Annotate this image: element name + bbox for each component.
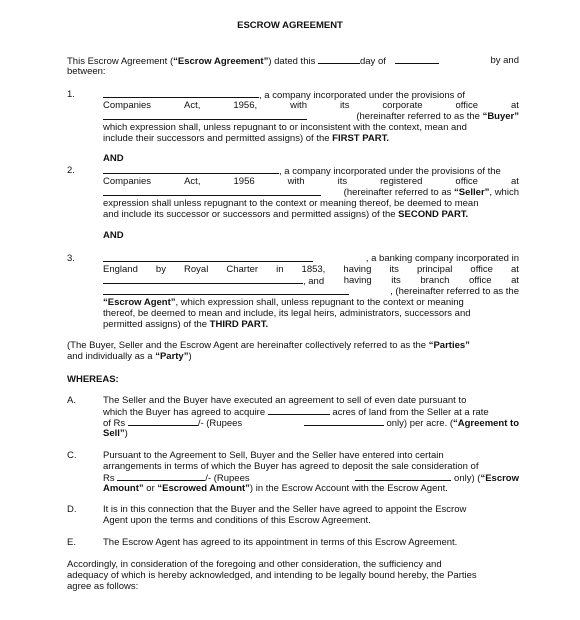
buyer-name-blank[interactable]	[103, 89, 259, 98]
accordingly-paragraph: Accordingly, in consideration of the foregoing and other consideration, the sufficiency and adequacy of which is hereby acknowledged, and intending to be legally bound hereby, the Parties agree as follows:	[67, 559, 477, 592]
intro-paragraph: This Escrow Agreement (“Escrow Agreement”) dated this day of by and between:	[67, 55, 519, 77]
recital-a: The Seller and the Buyer have executed an agreement to sell of even date pursuant to which the Buyer has agreed to acquire acres of land from the Seller at a rate of Rs /- (Rupees only) per acre. (“Agreement to Sell”)	[103, 395, 519, 439]
recital-letter: E.	[67, 537, 76, 548]
rate-amount-blank[interactable]	[128, 417, 198, 426]
recital-c: Pursuant to the Agreement to Sell, Buyer and the Seller have entered into certain arrangements in terms of which the Buyer has agreed to deposit the sale consideration of Rs /- (Rupees only) (“Escrow Amount” or “Escrowed Amount”) in the Escrow Account with the Escrow Agent.	[103, 450, 519, 494]
date-blank[interactable]	[318, 55, 360, 64]
clause-number: 2.	[67, 165, 75, 176]
party-seller-clause: , a company incorporated under the provisions of the Companies Act, 1956 with its registered office at (hereinafter referred to as “Seller”, which expression shall unless repugnant to the context or meaning thereof, be deemed to mean and include its successor or successors and permitted assigns) of the SECOND PART.	[103, 166, 519, 220]
seller-name-blank[interactable]	[103, 165, 279, 174]
buyer-address-blank[interactable]	[103, 111, 307, 120]
whereas-heading: WHEREAS:	[67, 374, 119, 385]
clause-number: 1.	[67, 89, 75, 100]
parties-definition: (The Buyer, Seller and the Escrow Agent are hereinafter collectively referred to as the “Parties” and individually as a “Party”)	[67, 340, 470, 362]
escrow-amount-words-blank[interactable]	[355, 472, 451, 481]
document-title: ESCROW AGREEMENT	[237, 20, 343, 31]
escrow-amount-blank[interactable]	[117, 472, 205, 481]
recital-letter: C.	[67, 450, 77, 461]
rate-words-blank[interactable]	[304, 417, 384, 426]
party-escrow-agent-clause: , a banking company incorporated in England by Royal Charter in 1853, having its principal office at , and having its branch office at , (hereinafter referred to as the “Escrow Agent”, which expression shall, unless repugnant to the context or meaning thereof, be deemed to mean and include, its legal heirs, administrators, successors and permitted assigns) of the THIRD PART.	[103, 253, 519, 330]
recital-letter: D.	[67, 504, 77, 515]
month-blank[interactable]	[395, 55, 439, 64]
and-separator: AND	[103, 230, 124, 241]
seller-address-blank[interactable]	[103, 187, 321, 196]
party-buyer-clause: , a company incorporated under the provisions of Companies Act, 1956, with its corporate office at (hereinafter referred to as the “Buyer” which expression shall, unless repugnant to or inconsistent with the context, mean and include their successors and permitted assigns) of the FIRST PART.	[103, 90, 519, 144]
escrow-principal-office-blank[interactable]	[103, 275, 303, 284]
recital-d: It is in this connection that the Buyer and the Seller have agreed to appoint the Escrow Agent upon the terms and conditions of this Escrow Agreement.	[103, 504, 467, 526]
acres-blank[interactable]	[268, 406, 330, 415]
recital-e: The Escrow Agent has agreed to its appointment in terms of this Escrow Agreement.	[103, 537, 458, 548]
escrow-agent-name-blank[interactable]	[103, 253, 313, 262]
escrow-branch-office-blank[interactable]	[103, 286, 349, 295]
recital-letter: A.	[67, 395, 76, 406]
and-separator: AND	[103, 153, 124, 164]
clause-number: 3.	[67, 253, 75, 264]
